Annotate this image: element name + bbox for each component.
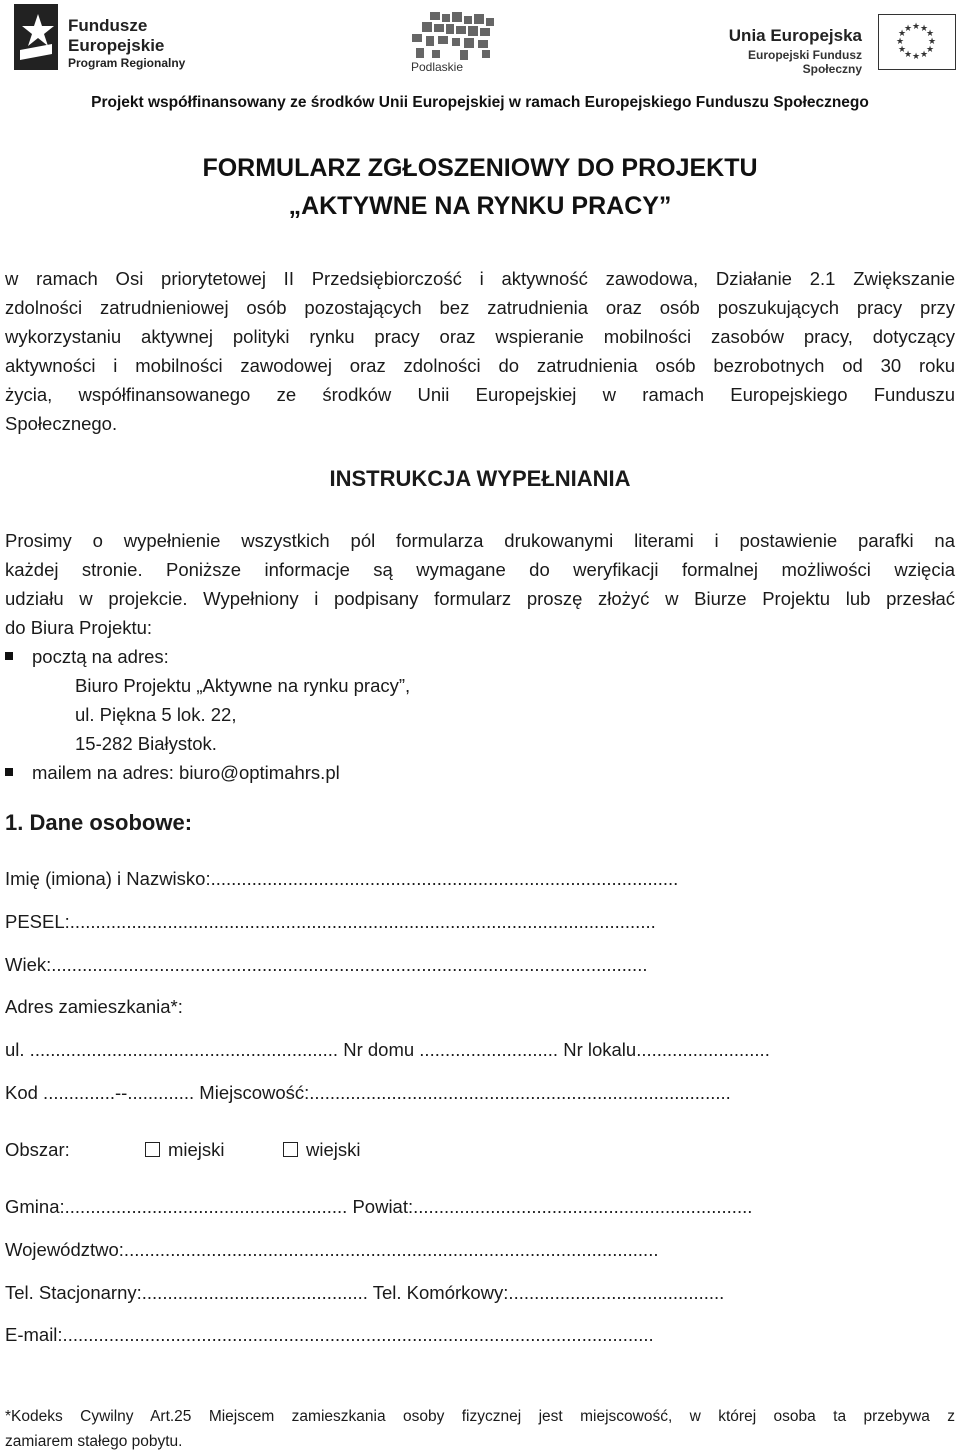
postal-field[interactable] bbox=[5, 1080, 953, 1106]
area-option-wiejski[interactable] bbox=[283, 1137, 360, 1163]
svg-text:★: ★ bbox=[925, 45, 935, 55]
pesel-field-text: PESEL:.................................................................................................................. bbox=[5, 911, 656, 932]
svg-text:★: ★ bbox=[903, 24, 913, 34]
intro-line: w ramach Osi priorytetowej II Przedsiębiorczość i aktywność zawodowa, Działanie 2.1 Zwiększanie bbox=[5, 268, 955, 289]
svg-text:★: ★ bbox=[919, 24, 929, 34]
email-text: E-mail:................................................................................................................... bbox=[5, 1324, 654, 1345]
postal-field-text: Kod ..............--............. Miejscowość:.................................................................................. bbox=[5, 1082, 731, 1103]
svg-text:★: ★ bbox=[919, 50, 929, 60]
eu-flag-icon bbox=[878, 14, 956, 70]
area-label: Obszar: bbox=[5, 1139, 70, 1160]
svg-text:★: ★ bbox=[911, 52, 921, 62]
ue-title: Unia Europejska bbox=[728, 26, 862, 45]
phones-field[interactable] bbox=[5, 1280, 953, 1306]
voivodeship-field[interactable] bbox=[5, 1237, 953, 1263]
ue-text bbox=[686, 26, 862, 76]
area-row bbox=[5, 1137, 953, 1163]
intro-line: aktywności i mobilności zawodowej oraz zdolności do zatrudnienia osób bezrobotnych od 30 roku bbox=[5, 355, 955, 376]
ue-subtitle: Europejski Fundusz Społeczny bbox=[747, 48, 862, 76]
podlaskie-label: Podlaskie bbox=[410, 60, 464, 74]
fe-line2: Europejskie bbox=[68, 36, 165, 55]
section-heading: 1. Dane osobowe: bbox=[5, 810, 193, 835]
svg-text:★: ★ bbox=[927, 37, 937, 47]
instructions-heading: INSTRUKCJA WYPEŁNIANIA bbox=[329, 466, 631, 491]
intro-paragraph bbox=[5, 264, 955, 438]
phones-text: Tel. Stacjonarny:............................................ Tel. Komórkowy:.......................................... bbox=[5, 1282, 725, 1303]
name-field-text: Imię (imiona) i Nazwisko:........................................................................................... bbox=[5, 868, 679, 889]
instructions-paragraph bbox=[5, 526, 955, 642]
pesel-field[interactable] bbox=[5, 909, 953, 935]
gmina-powiat-field[interactable] bbox=[5, 1194, 953, 1220]
intro-line: życia, współfinansowanego ze środków Unii Europejskiej w ramach Europejskiego Funduszu bbox=[5, 384, 955, 405]
area-option-wiejski-label: wiejski bbox=[306, 1139, 361, 1160]
street-field-text: ul. ............................................................ Nr domu ........................... Nr lokalu.......................... bbox=[5, 1039, 770, 1060]
svg-text:★: ★ bbox=[903, 50, 913, 60]
age-field[interactable] bbox=[5, 952, 953, 978]
bullet-email bbox=[5, 758, 340, 787]
svg-text:★: ★ bbox=[925, 29, 935, 39]
svg-text:★: ★ bbox=[897, 45, 907, 55]
age-field-text: Wiek:.................................................................................................................... bbox=[5, 954, 648, 975]
checkbox-miejski[interactable] bbox=[145, 1142, 160, 1157]
voivodeship-text: Województwo:........................................................................................................ bbox=[5, 1239, 659, 1260]
checkbox-wiejski[interactable] bbox=[283, 1142, 298, 1157]
bullet-email-text: mailem na adres: biuro@optimahrs.pl bbox=[32, 762, 340, 783]
instructions-line: do Biura Projektu: bbox=[5, 617, 153, 638]
fe-text bbox=[68, 16, 185, 70]
area-option-miejski-label: miejski bbox=[168, 1139, 225, 1160]
form-title: FORMULARZ ZGŁOSZENIOWY DO PROJEKTU bbox=[202, 154, 758, 182]
intro-line: Społecznego. bbox=[5, 413, 118, 434]
fe-line3: Program Regionalny bbox=[68, 56, 186, 70]
intro-line: zdolności zatrudnieniowej osób pozostających bez zatrudnienia oraz osób poszukujących pracy przy bbox=[5, 297, 955, 318]
bullet-post bbox=[5, 642, 169, 671]
footnote bbox=[5, 1404, 955, 1454]
unia-europejska-logo bbox=[686, 12, 956, 76]
address-line: ul. Piękna 5 lok. 22, bbox=[75, 704, 237, 725]
name-field[interactable] bbox=[5, 866, 953, 892]
podlaskie-bison-icon bbox=[402, 12, 502, 60]
fe-line1: Fundusze bbox=[68, 16, 148, 35]
gmina-powiat-text: Gmina:....................................................... Powiat:.................................................................. bbox=[5, 1196, 753, 1217]
address-line: 15-282 Białystok. bbox=[75, 733, 217, 754]
fundusze-europejskie-logo bbox=[12, 4, 202, 74]
intro-line: wykorzystaniu aktywnej polityki rynku pracy oraz wspieranie mobilności zasobów pracy, dotyczący bbox=[5, 326, 955, 347]
instructions-line: udziału w projekcie. Wypełniony i podpisany formularz proszę złożyć w Biurze Projektu lub przesłać bbox=[5, 588, 955, 609]
bullet-square-icon bbox=[5, 652, 13, 660]
address-label-text: Adres zamieszkania*: bbox=[5, 996, 183, 1017]
podlaskie-logo bbox=[402, 12, 502, 78]
footnote-line: *Kodeks Cywilny Art.25 Miejscem zamieszkania osoby fizycznej jest miejscowość, w której osoba ta przebywa z bbox=[5, 1408, 955, 1425]
bullet-square-icon bbox=[5, 768, 13, 776]
address-label bbox=[5, 994, 953, 1020]
cofunding-banner: Projekt współfinansowany ze środków Unii Europejskiej w ramach Europejskiego Funduszu Społecznego bbox=[91, 94, 869, 111]
instructions-line: Prosimy o wypełnienie wszystkich pól formularza drukowanymi literami i postawienie parafki na bbox=[5, 530, 955, 551]
project-title: „AKTYWNE NA RYNKU PRACY” bbox=[288, 192, 672, 220]
email-field[interactable] bbox=[5, 1322, 953, 1348]
area-option-miejski[interactable] bbox=[145, 1137, 225, 1163]
instructions-line: każdej stronie. Poniższe informacje są wymagane do weryfikacji formalnej możliwości wzięcia bbox=[5, 559, 955, 580]
address-line: Biuro Projektu „Aktywne na rynku pracy”, bbox=[75, 675, 411, 696]
svg-text:★: ★ bbox=[895, 37, 905, 47]
footnote-line: zamiarem stałego pobytu. bbox=[5, 1433, 183, 1450]
bullet-post-text: pocztą na adres: bbox=[32, 646, 169, 667]
fe-star-icon bbox=[12, 4, 64, 70]
svg-text:★: ★ bbox=[911, 22, 921, 32]
svg-text:★: ★ bbox=[897, 29, 907, 39]
street-field[interactable] bbox=[5, 1037, 953, 1063]
header-logos bbox=[8, 0, 952, 82]
